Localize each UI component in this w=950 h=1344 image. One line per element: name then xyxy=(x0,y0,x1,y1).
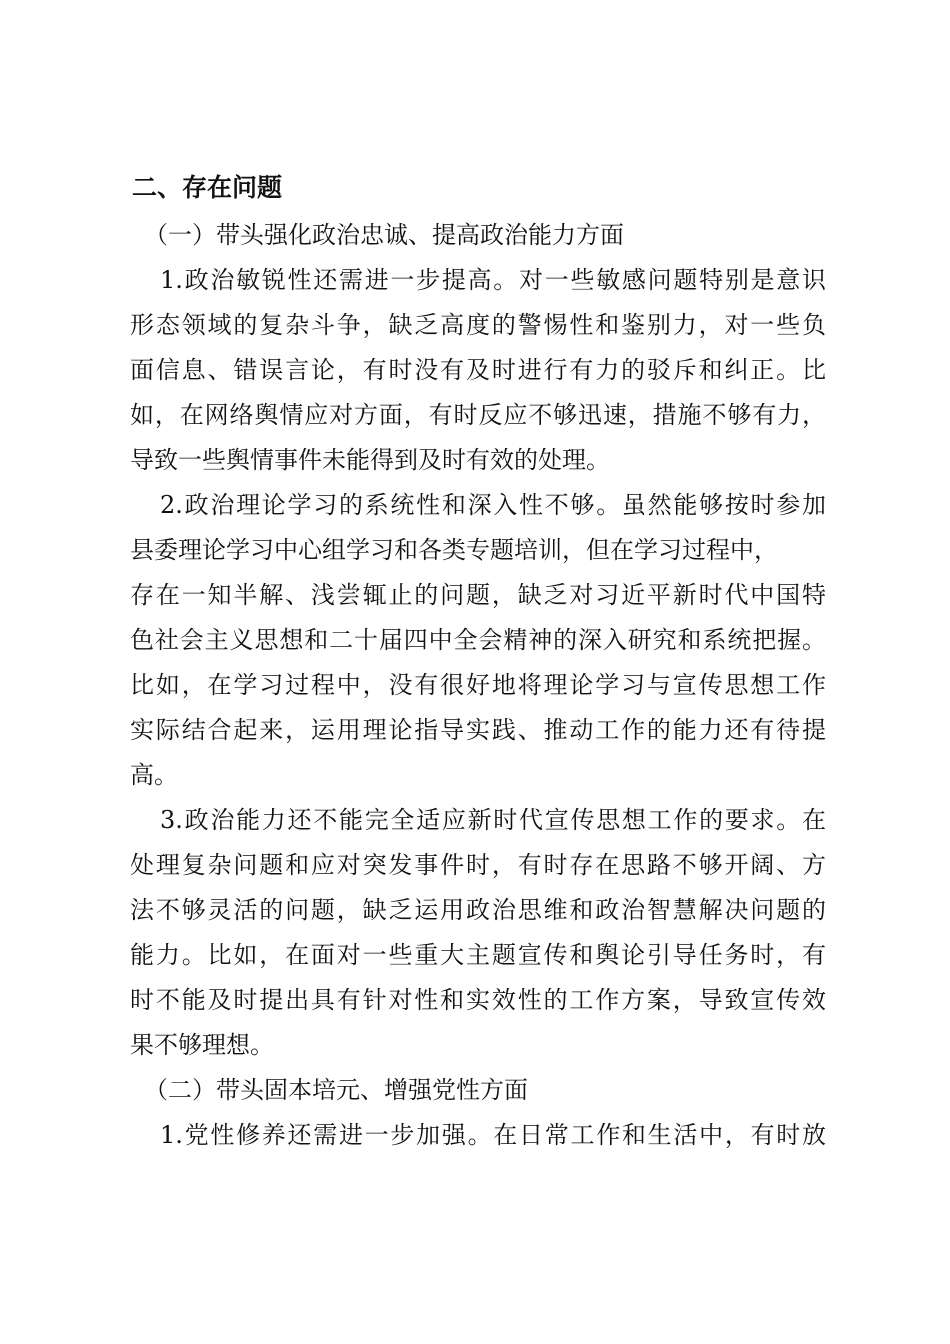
subsection-heading: （一）带头强化政治忠诚、提高政治能力方面 xyxy=(144,221,624,249)
paragraph xyxy=(130,1113,826,1158)
text-line: 如，在网络舆情应对方面，有时反应不够迅速，措施不够有力， xyxy=(130,401,826,429)
text-line: 能力。比如，在面对一些重大主题宣传和舆论引导任务时，有 xyxy=(130,941,826,969)
text-line: 处理复杂问题和应对突发事件时，有时存在思路不够开阔、方 xyxy=(130,851,826,879)
text-line: 2.政治理论学习的系统性和深入性不够。虽然能够按时参加 xyxy=(160,491,826,519)
paragraph xyxy=(130,483,826,798)
text-line: 1.政治敏锐性还需进一步提高。对一些敏感问题特别是意识 xyxy=(160,266,826,294)
text-line: 实际结合起来，运用理论指导实践、推动工作的能力还有待提 xyxy=(130,716,826,744)
section-title: 二、存在问题 xyxy=(132,173,283,202)
text-line: 色社会主义思想和二十届四中全会精神的深入研究和系统把握。 xyxy=(130,626,826,654)
text-line: 县委理论学习中心组学习和各类专题培训，但在学习过程中， xyxy=(130,536,778,564)
document-page xyxy=(130,163,826,1158)
text-line: 面信息、错误言论，有时没有及时进行有力的驳斥和纠正。比 xyxy=(130,356,826,384)
text-line: 比如，在学习过程中，没有很好地将理论学习与宣传思想工作 xyxy=(130,671,826,699)
text-line: 高。 xyxy=(130,761,178,789)
paragraph xyxy=(130,798,826,1068)
paragraph xyxy=(130,258,826,483)
text-line: 法不够灵活的问题，缺乏运用政治思维和政治智慧解决问题的 xyxy=(130,896,826,924)
text-line: 导致一些舆情事件未能得到及时有效的处理。 xyxy=(130,446,610,474)
text-line: 存在一知半解、浅尝辄止的问题，缺乏对习近平新时代中国特 xyxy=(130,581,826,609)
text-line: 形态领域的复杂斗争，缺乏高度的警惕性和鉴别力，对一些负 xyxy=(130,311,826,339)
subsection-heading: （二）带头固本培元、增强党性方面 xyxy=(144,1076,528,1104)
text-line: 果不够理想。 xyxy=(130,1031,274,1059)
text-line: 1.党性修养还需进一步加强。在日常工作和生活中，有时放 xyxy=(160,1121,826,1149)
text-line: 3.政治能力还不能完全适应新时代宣传思想工作的要求。在 xyxy=(160,806,826,834)
text-line: 时不能及时提出具有针对性和实效性的工作方案，导致宣传效 xyxy=(130,986,826,1014)
